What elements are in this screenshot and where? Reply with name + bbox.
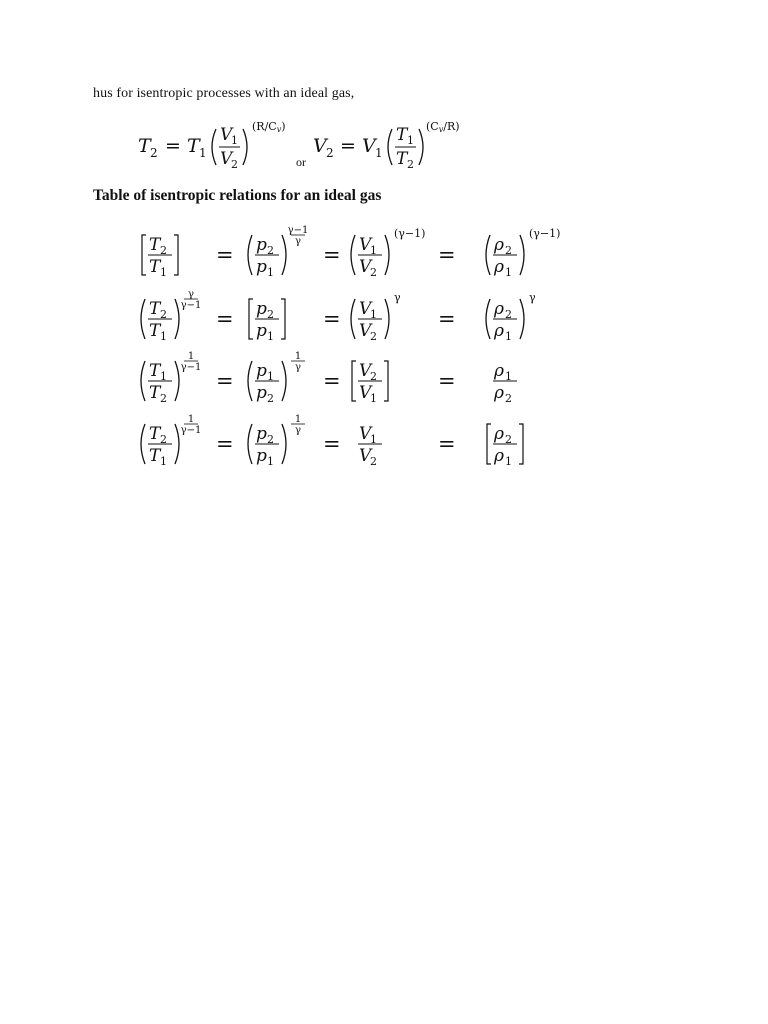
- left-paren: [351, 299, 355, 339]
- left-paren: [486, 299, 490, 339]
- denominator-var: V: [359, 446, 372, 466]
- denominator-sub: 1: [160, 455, 167, 468]
- right-bracket: [281, 299, 285, 339]
- left-bracket: [487, 424, 491, 464]
- eq2-mid-var: V: [362, 135, 376, 157]
- eq1-den-var: V: [220, 149, 233, 169]
- denominator-sub: 1: [370, 392, 377, 405]
- relation-term: [352, 361, 388, 405]
- right-paren: [282, 235, 286, 275]
- relation-term: [142, 235, 178, 279]
- exponent-denominator: γ−1: [180, 425, 202, 436]
- relation-term: [248, 225, 308, 279]
- eq2-mid-sub: 1: [375, 146, 383, 160]
- relation-term: [493, 361, 517, 405]
- eq1-lhs-var: T: [138, 135, 151, 157]
- relation-row: [141, 414, 523, 468]
- exponent-denominator: γ: [295, 425, 301, 436]
- eq1-exponent: (R/Cv): [252, 120, 286, 134]
- numerator-var: T: [149, 299, 161, 319]
- denominator-sub: 2: [267, 392, 274, 405]
- numerator-sub: 2: [505, 433, 512, 446]
- left-paren: [486, 235, 490, 275]
- eq2-num-var: T: [396, 125, 408, 145]
- exponent: γ: [394, 291, 401, 304]
- left-paren: [351, 235, 355, 275]
- relation-term: [248, 351, 305, 405]
- exponent-denominator: γ: [295, 236, 301, 247]
- equation-t2: [138, 120, 286, 171]
- numerator-sub: 1: [370, 308, 377, 321]
- denominator-sub: 1: [160, 266, 167, 279]
- right-paren: [385, 299, 389, 339]
- denominator-var: V: [359, 383, 372, 403]
- denominator-sub: 2: [505, 392, 512, 405]
- eq2-equals: =: [340, 135, 356, 157]
- right-paren: [385, 235, 389, 275]
- exponent-numerator: γ: [188, 289, 194, 300]
- equals-sign: =: [216, 432, 234, 456]
- left-paren: [141, 361, 145, 401]
- relation-term: [141, 414, 201, 468]
- denominator-var: p: [256, 321, 267, 341]
- exponent-numerator: 1: [187, 351, 195, 362]
- denominator-var: V: [359, 257, 372, 277]
- numerator-sub: 1: [370, 244, 377, 257]
- right-paren: [520, 235, 524, 275]
- denominator-sub: 2: [160, 392, 167, 405]
- denominator-sub: 2: [370, 330, 377, 343]
- denominator-var: ρ: [494, 321, 504, 341]
- eq2-den-var: T: [396, 149, 408, 169]
- equals-sign: =: [438, 243, 456, 267]
- eq1-right-paren: [243, 129, 247, 165]
- table-heading: Table of isentropic relations for an ideal gas: [93, 187, 382, 204]
- relation-row: [141, 289, 536, 343]
- equals-sign: =: [438, 307, 456, 331]
- denominator-sub: 1: [505, 455, 512, 468]
- denominator-sub: 1: [160, 330, 167, 343]
- eq2-lhs-var: V: [313, 135, 327, 157]
- exponent: γ: [529, 291, 536, 304]
- eq1-num-var: V: [220, 125, 233, 145]
- relation-term: [249, 299, 285, 343]
- denominator-var: p: [256, 257, 267, 277]
- left-paren: [248, 235, 252, 275]
- denominator-sub: 2: [370, 266, 377, 279]
- denominator-var: ρ: [494, 383, 504, 403]
- numerator-var: V: [359, 299, 372, 319]
- left-paren: [248, 424, 252, 464]
- relation-term: [486, 227, 560, 279]
- left-paren: [141, 299, 145, 339]
- numerator-var: p: [256, 235, 267, 255]
- eq1-mid-sub: 1: [199, 146, 207, 160]
- numerator-sub: 1: [505, 370, 512, 383]
- eq1-left-paren: [212, 129, 216, 165]
- relation-term: [141, 351, 201, 405]
- denominator-var: p: [256, 383, 267, 403]
- numerator-var: ρ: [494, 235, 504, 255]
- numerator-var: ρ: [494, 424, 504, 444]
- relation-term: [358, 424, 382, 468]
- eq1-lhs-sub: 2: [150, 146, 158, 160]
- denominator-var: p: [256, 446, 267, 466]
- exponent-numerator: 1: [294, 351, 302, 362]
- equals-sign: =: [438, 369, 456, 393]
- right-paren: [282, 424, 286, 464]
- numerator-var: ρ: [494, 361, 504, 381]
- equals-sign: =: [323, 432, 341, 456]
- numerator-sub: 2: [160, 244, 167, 257]
- numerator-var: ρ: [494, 299, 504, 319]
- eq2-lhs-sub: 2: [326, 146, 334, 160]
- numerator-sub: 2: [267, 244, 274, 257]
- equals-sign: =: [216, 243, 234, 267]
- left-bracket: [142, 235, 146, 275]
- numerator-var: V: [359, 235, 372, 255]
- equals-sign: =: [323, 369, 341, 393]
- relation-term: [351, 227, 425, 279]
- denominator-var: T: [149, 383, 161, 403]
- relation-term: [141, 289, 201, 343]
- denominator-var: ρ: [494, 446, 504, 466]
- numerator-sub: 1: [160, 370, 167, 383]
- numerator-sub: 2: [505, 244, 512, 257]
- numerator-sub: 2: [267, 433, 274, 446]
- isentropic-relations-table: [128, 222, 568, 484]
- eq2-den-sub: 2: [407, 158, 414, 171]
- numerator-sub: 2: [267, 308, 274, 321]
- numerator-sub: 1: [370, 433, 377, 446]
- or-connector: or: [296, 155, 306, 169]
- eq2-num-sub: 1: [407, 134, 414, 147]
- numerator-var: T: [149, 361, 161, 381]
- exponent-numerator: γ−1: [287, 225, 309, 236]
- exponent-denominator: γ−1: [180, 300, 202, 311]
- exponent-denominator: γ−1: [180, 362, 202, 373]
- eq2-left-paren: [388, 129, 392, 165]
- equals-sign: =: [216, 307, 234, 331]
- left-paren: [141, 424, 145, 464]
- numerator-sub: 2: [160, 308, 167, 321]
- exponent: (γ−1): [394, 227, 426, 240]
- right-bracket: [519, 424, 523, 464]
- numerator-sub: 2: [160, 433, 167, 446]
- denominator-sub: 1: [267, 330, 274, 343]
- numerator-sub: 2: [370, 370, 377, 383]
- denominator-sub: 2: [370, 455, 377, 468]
- left-bracket: [352, 361, 356, 401]
- left-paren: [248, 361, 252, 401]
- eq2-exponent: (Cv/R): [426, 120, 460, 134]
- denominator-var: T: [149, 446, 161, 466]
- equals-sign: =: [216, 369, 234, 393]
- denominator-sub: 1: [505, 330, 512, 343]
- denominator-var: T: [149, 321, 161, 341]
- right-paren: [520, 299, 524, 339]
- eq2-right-paren: [419, 129, 423, 165]
- right-bracket: [174, 235, 178, 275]
- right-paren: [282, 361, 286, 401]
- denominator-sub: 1: [267, 455, 274, 468]
- denominator-var: ρ: [494, 257, 504, 277]
- denominator-var: V: [359, 321, 372, 341]
- exponent-denominator: γ: [295, 362, 301, 373]
- exponent-numerator: 1: [294, 414, 302, 425]
- right-paren: [175, 361, 179, 401]
- exponent-numerator: 1: [187, 414, 195, 425]
- intro-sentence: hus for isentropic processes with an ideal gas,: [93, 86, 355, 101]
- numerator-var: p: [256, 424, 267, 444]
- left-bracket: [249, 299, 253, 339]
- eq1-den-sub: 2: [231, 158, 238, 171]
- right-paren: [175, 299, 179, 339]
- denominator-var: T: [149, 257, 161, 277]
- relation-term: [248, 414, 305, 468]
- relation-row: [142, 225, 560, 279]
- equation-v2: [313, 120, 460, 171]
- isentropic-equations: [130, 112, 490, 174]
- numerator-var: T: [149, 235, 161, 255]
- relation-term: [487, 424, 523, 468]
- denominator-sub: 1: [267, 266, 274, 279]
- exponent: (γ−1): [529, 227, 561, 240]
- relation-term: [351, 291, 401, 343]
- numerator-var: p: [256, 299, 267, 319]
- eq1-mid-var: T: [187, 135, 200, 157]
- numerator-var: V: [359, 424, 372, 444]
- right-paren: [175, 424, 179, 464]
- numerator-var: T: [149, 424, 161, 444]
- numerator-var: p: [256, 361, 267, 381]
- numerator-var: V: [359, 361, 372, 381]
- denominator-sub: 1: [505, 266, 512, 279]
- numerator-sub: 1: [267, 370, 274, 383]
- equals-sign: =: [438, 432, 456, 456]
- equals-sign: =: [323, 243, 341, 267]
- eq1-equals: =: [165, 135, 181, 157]
- relation-row: [141, 351, 517, 405]
- right-bracket: [384, 361, 388, 401]
- relation-term: [486, 291, 536, 343]
- eq1-num-sub: 1: [231, 134, 238, 147]
- equals-sign: =: [323, 307, 341, 331]
- numerator-sub: 2: [505, 308, 512, 321]
